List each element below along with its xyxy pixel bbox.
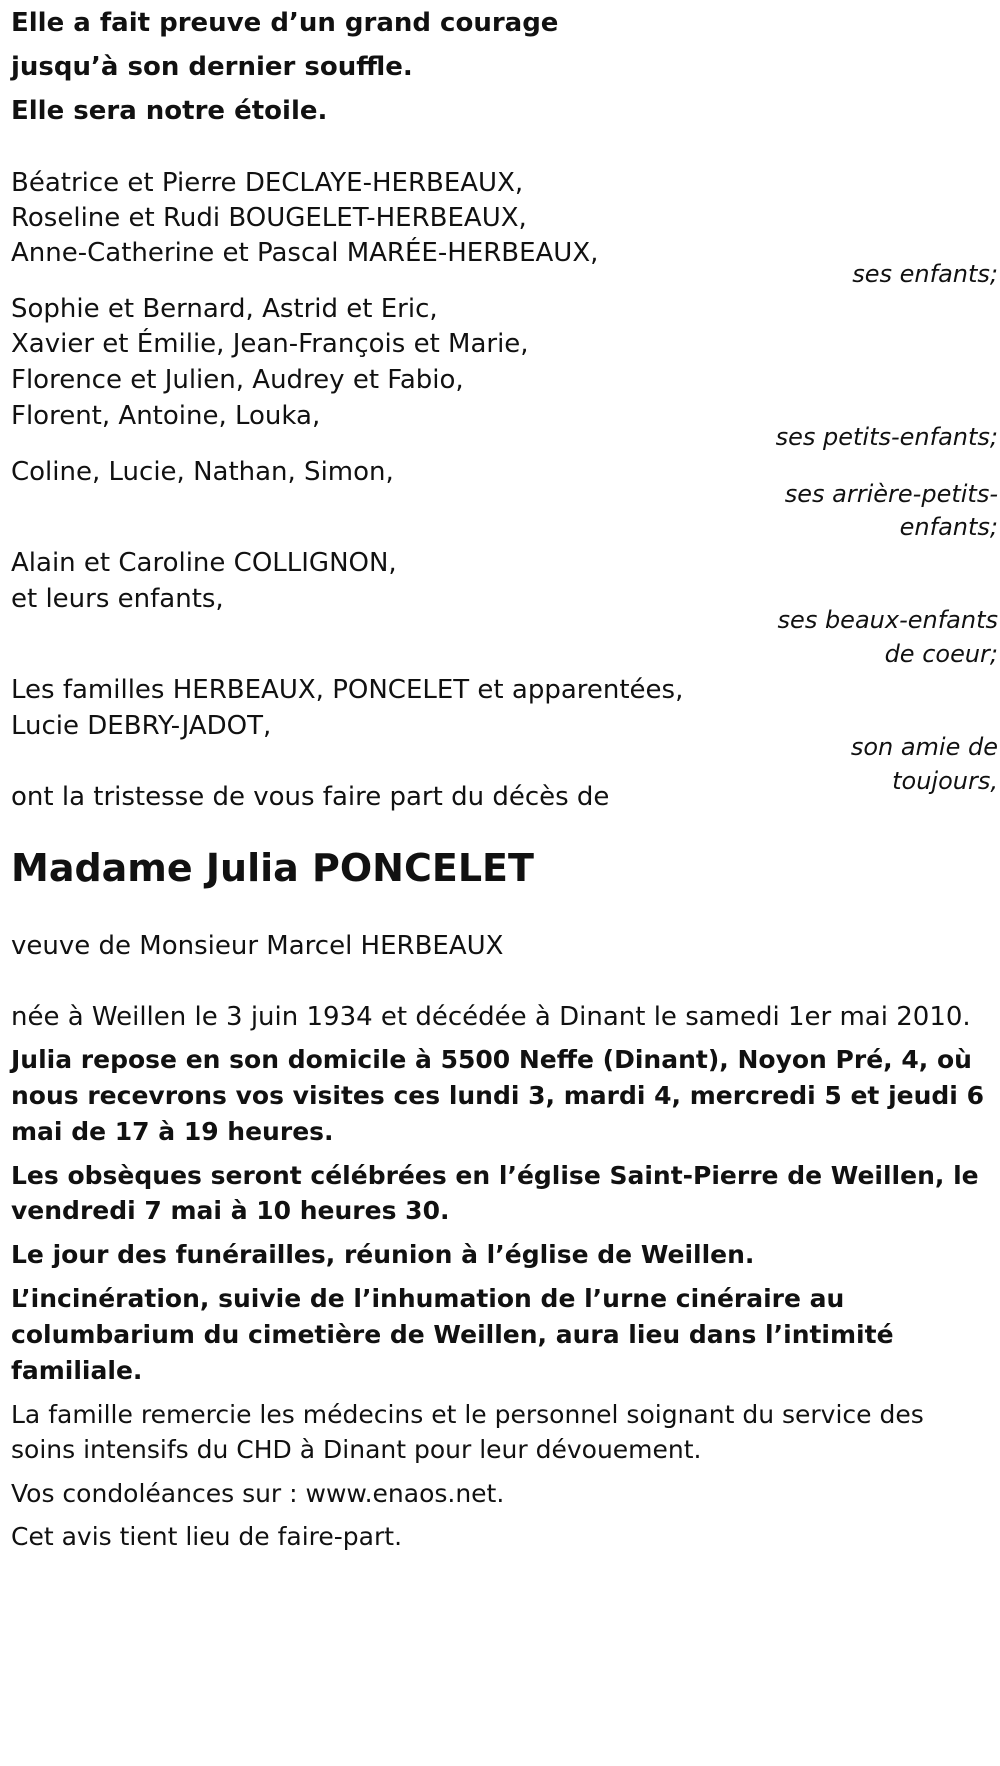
cremation-line-2: columbarium du cimetière de Weillen, aura lieu dans l’intimité bbox=[11, 1320, 894, 1349]
notice-line: Cet avis tient lieu de faire-part. bbox=[11, 1522, 403, 1551]
stepchildren-role-line-1: ses beaux-enfants bbox=[777, 606, 998, 634]
children-name-2: Roseline et Rudi BOUGELET-HERBEAUX, bbox=[11, 203, 527, 233]
stepchildren-name-1: Alain et Caroline COLLIGNON, bbox=[11, 548, 397, 578]
deceased-name: Madame Julia PONCELET bbox=[11, 846, 534, 890]
grandchildren-name-2: Xavier et Émilie, Jean-François et Marie, bbox=[11, 329, 529, 359]
deceased-widow-of: veuve de Monsieur Marcel HERBEAUX bbox=[11, 931, 504, 961]
cremation-line-3: familiale. bbox=[11, 1356, 143, 1385]
grandchildren-name-3: Florence et Julien, Audrey et Fabio, bbox=[11, 365, 464, 395]
motto-line-1: Elle a fait preuve d’un grand courage bbox=[11, 8, 559, 38]
cremation-line-1: L’incinération, suivie de l’inhumation de l’urne cinéraire au bbox=[11, 1284, 845, 1313]
grandchildren-role: ses petits-enfants; bbox=[775, 423, 998, 451]
others-name-1: Les familles HERBEAUX, PONCELET et apparentées, bbox=[11, 675, 684, 705]
children-name-3: Anne-Catherine et Pascal MARÉE-HERBEAUX, bbox=[11, 238, 599, 268]
grandchildren-name-4: Florent, Antoine, Louka, bbox=[11, 401, 321, 431]
stepchildren-role-line-2: de coeur; bbox=[884, 640, 998, 668]
others-role-line-2: toujours, bbox=[892, 767, 998, 795]
funeral-line-2: vendredi 7 mai à 10 heures 30. bbox=[11, 1196, 450, 1225]
visits-line-2: nous recevrons vos visites ces lundi 3, mardi 4, mercredi 5 et jeudi 6 bbox=[11, 1081, 984, 1110]
visits-line-3: mai de 17 à 19 heures. bbox=[11, 1117, 334, 1146]
condolences-line: Vos condoléances sur : www.enaos.net. bbox=[11, 1479, 505, 1508]
visits-line-1: Julia repose en son domicile à 5500 Neffe (Dinant), Noyon Pré, 4, où bbox=[11, 1045, 972, 1074]
great-grandchildren-name-1: Coline, Lucie, Nathan, Simon, bbox=[11, 457, 394, 487]
others-role-line-1: son amie de bbox=[850, 733, 998, 761]
funeral-line-1: Les obsèques seront célébrées en l’église Saint-Pierre de Weillen, le bbox=[11, 1161, 979, 1190]
grandchildren-name-1: Sophie et Bernard, Astrid et Eric, bbox=[11, 294, 438, 324]
children-role: ses enfants; bbox=[852, 260, 998, 288]
motto-line-3: Elle sera notre étoile. bbox=[11, 96, 328, 126]
stepchildren-name-2: et leurs enfants, bbox=[11, 584, 224, 614]
others-name-2: Lucie DEBRY-JADOT, bbox=[11, 711, 272, 741]
meeting-line: Le jour des funérailles, réunion à l’église de Weillen. bbox=[11, 1240, 755, 1269]
great-grandchildren-role-line-2: enfants; bbox=[899, 513, 998, 541]
announcement-text: ont la tristesse de vous faire part du décès de bbox=[11, 782, 610, 812]
deceased-dates: née à Weillen le 3 juin 1934 et décédée à Dinant le samedi 1er mai 2010. bbox=[11, 1002, 971, 1032]
great-grandchildren-role-line-1: ses arrière-petits- bbox=[784, 480, 998, 508]
thanks-line-2: soins intensifs du CHD à Dinant pour leur dévouement. bbox=[11, 1435, 702, 1464]
thanks-line-1: La famille remercie les médecins et le personnel soignant du service des bbox=[11, 1400, 924, 1429]
motto-line-2: jusqu’à son dernier souffle. bbox=[11, 52, 413, 82]
children-name-1: Béatrice et Pierre DECLAYE-HERBEAUX, bbox=[11, 168, 524, 198]
